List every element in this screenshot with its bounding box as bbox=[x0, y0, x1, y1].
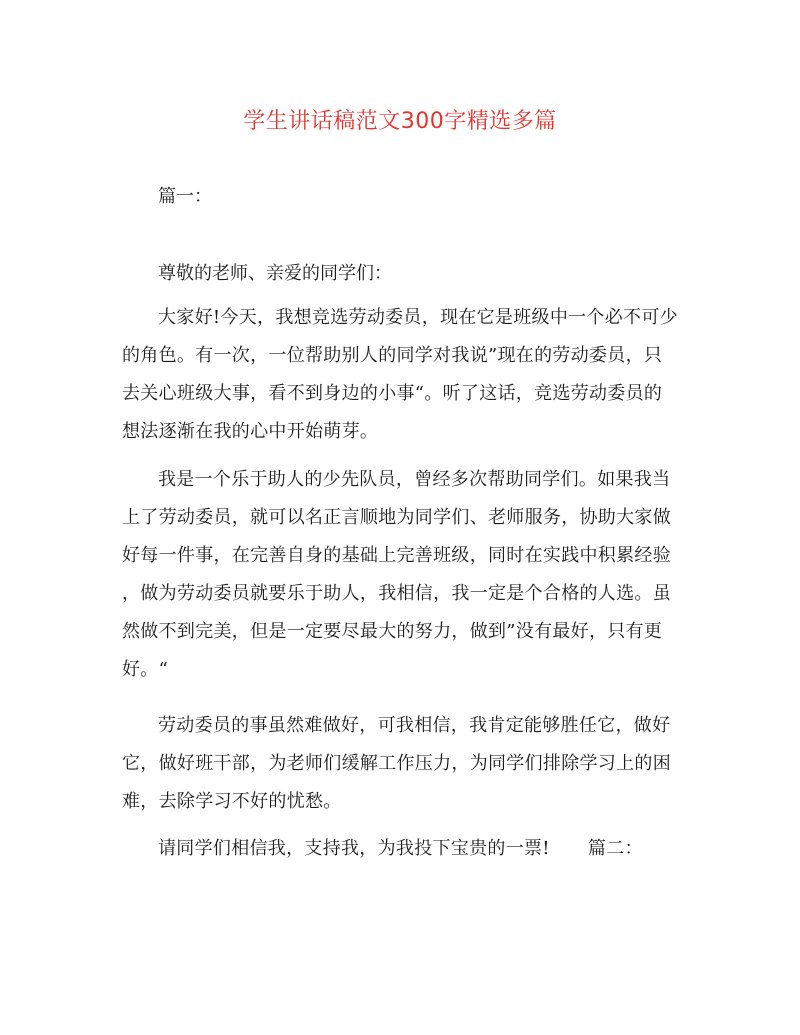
paragraph-line: 它，做好班干部，为老师们缓解工作压力，为同学们排除学习上的困 bbox=[122, 753, 671, 774]
paragraph-3 bbox=[122, 707, 682, 821]
paragraph-line: ，做为劳动委员就要乐于助人，我相信，我一定是个合格的人选。虽 bbox=[122, 583, 671, 604]
closing-line bbox=[122, 830, 682, 868]
closing-text: 请同学们相信我，支持我，为我投下宝贵的一票! bbox=[158, 838, 550, 859]
greeting-line: 尊敬的老师、亲爱的同学们： bbox=[158, 263, 392, 284]
paragraph-line: 大家好!今天，我想竞选劳动委员，现在它是班级中一个必不可少 bbox=[158, 307, 678, 328]
paragraph-line: 好每一件事，在完善自身的基础上完善班级，同时在实践中积累经验 bbox=[122, 545, 671, 566]
paragraph-line: 难，去除学习不好的忧愁。 bbox=[122, 791, 342, 812]
document-title: 学生讲话稿范文300字精选多篇 bbox=[243, 109, 557, 134]
paragraph-line: 上了劳动委员，就可以名正言顺地为同学们、老师服务，协助大家做 bbox=[122, 507, 671, 528]
paragraph-1 bbox=[122, 299, 682, 451]
paragraph-line: 然做不到完美，但是一定要尽最大的努力，做到”没有最好，只有更 bbox=[122, 621, 663, 642]
closing-paragraph bbox=[122, 830, 682, 868]
paragraph-line: 的角色。有一次，一位帮助别人的同学对我说”现在的劳动委员，只 bbox=[122, 345, 663, 366]
paragraph-line: 去关心班级大事，看不到身边的小事“。听了这话，竞选劳动委员的 bbox=[122, 383, 663, 404]
paragraph-line: 劳动委员的事虽然难做好，可我相信，我肯定能够胜任它，做好 bbox=[158, 715, 671, 736]
paragraph-line: 我是一个乐于助人的少先队员，曾经多次帮助同学们。如果我当 bbox=[158, 469, 671, 490]
paragraph-line: 想法逐渐在我的心中开始萌芽。 bbox=[122, 421, 379, 442]
section-heading-two: 篇二： bbox=[587, 838, 643, 859]
paragraph-line: 好。“ bbox=[122, 659, 169, 680]
section-heading-one: 篇一： bbox=[158, 186, 212, 207]
paragraph-2 bbox=[122, 461, 682, 689]
